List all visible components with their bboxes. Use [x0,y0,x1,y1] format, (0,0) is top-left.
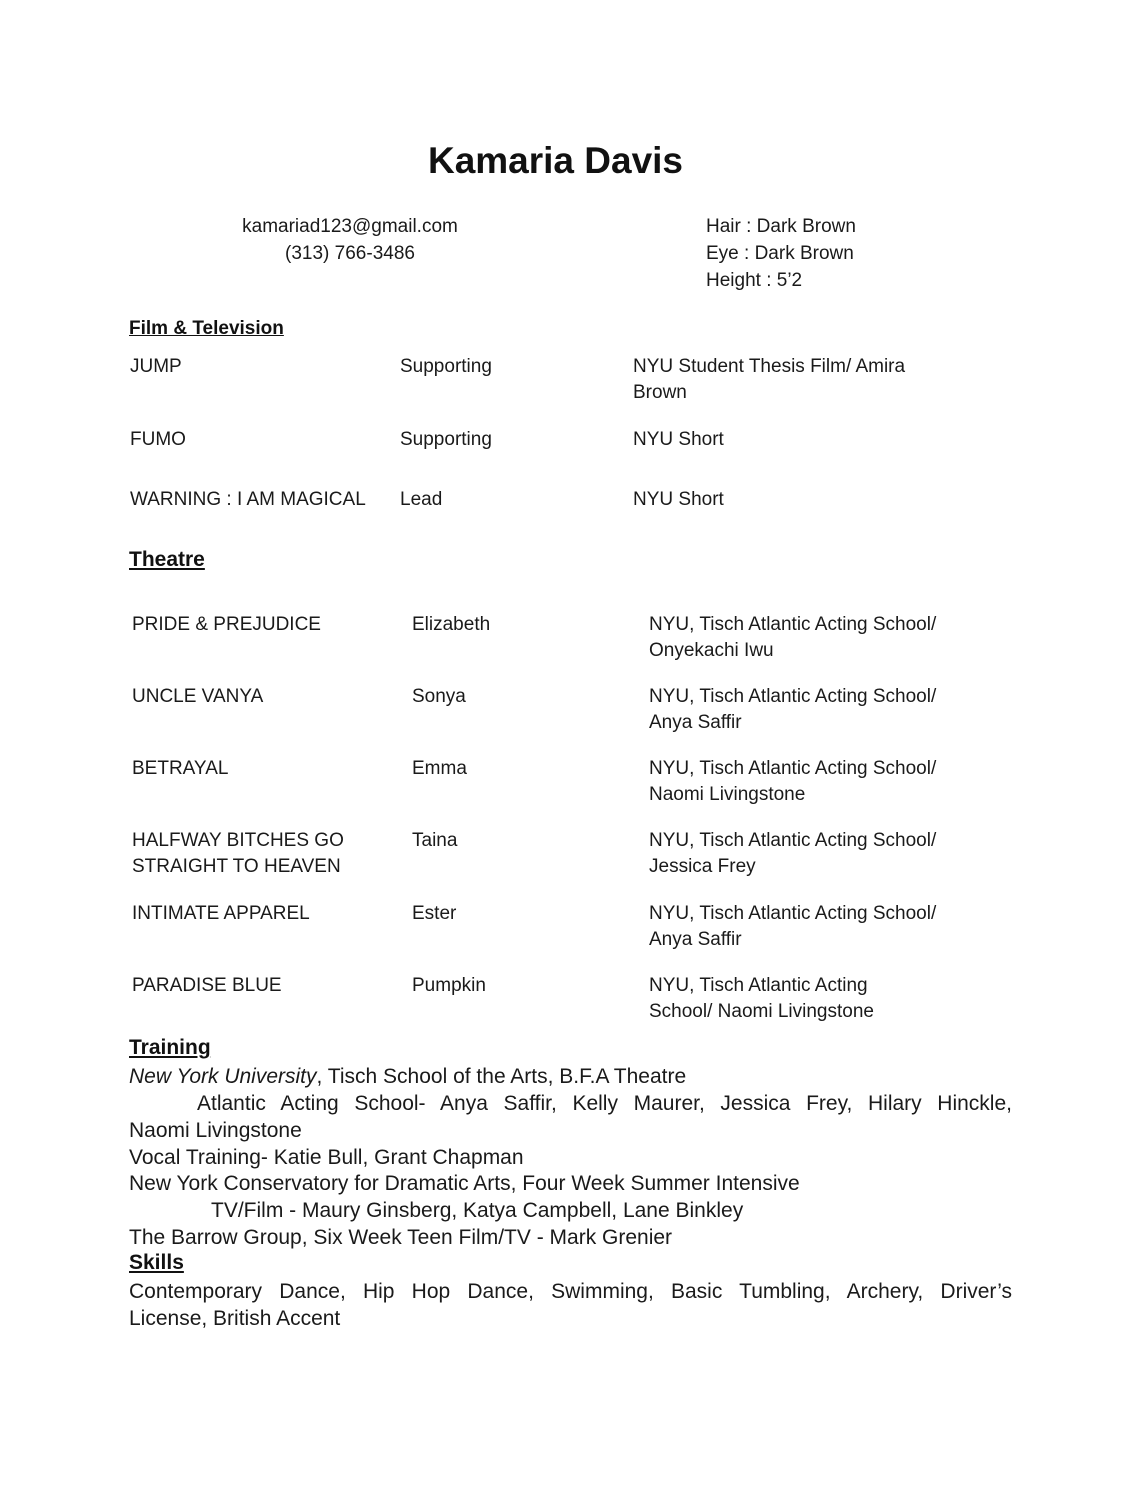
training-nyu-program: , Tisch School of the Arts, B.F.A Theatre [316,1065,687,1088]
email: kamariad123@gmail.com [242,216,458,237]
skills-line2: License, British Accent [129,1307,341,1330]
training-nycda: New York Conservatory for Dramatic Arts, Four Week Summer Intensive [129,1172,800,1195]
eye-stat: Eye : Dark Brown [706,243,854,264]
training-atlantic-line1: Atlantic Acting School- Anya Saffir, Kelly Maurer, Jessica Frey, Hilary Hinckle, [197,1092,1012,1115]
theatre-credit-venue: NYU, Tisch Atlantic Acting School/ Jessica Frey [649,830,937,877]
film-credit-role: Lead [400,489,443,510]
film-credit-venue: NYU Student Thesis Film/ Amira Brown [633,356,906,403]
film-credit-role: Supporting [400,356,492,377]
physical-stats [706,213,856,294]
theatre-credit-role: Pumpkin [412,975,486,996]
film-credit-venue: NYU Short [633,429,724,450]
training-nyu [129,1063,1012,1090]
training-nycda-instructors: TV/Film - Maury Ginsberg, Katya Campbell, Lane Binkley [211,1199,744,1222]
training-barrow: The Barrow Group, Six Week Teen Film/TV - Mark Grenier [129,1226,673,1249]
contact-info [200,213,500,267]
film-credit-role: Supporting [400,429,492,450]
theatre-credit-role: Taina [412,830,458,851]
page-title: Kamaria Davis [427,140,684,181]
theatre-credit-role: Elizabeth [412,614,491,635]
film-section-heading: Film & Television [129,318,284,339]
theatre-credit-title: UNCLE VANYA [132,686,264,707]
theatre-credit-title: PARADISE BLUE [132,975,282,996]
training-vocal: Vocal Training- Katie Bull, Grant Chapman [129,1146,524,1169]
theatre-credit-venue: NYU, Tisch Atlantic Acting School/ Naomi Livingstone [649,758,937,805]
theatre-credit-venue: NYU, Tisch Atlantic Acting School/ Anya Saffir [649,686,937,733]
film-credit-title: WARNING : I AM MAGICAL [130,489,366,510]
hair-stat: Hair : Dark Brown [706,216,856,237]
film-credit-title: FUMO [130,429,186,450]
film-credit-venue: NYU Short [633,489,724,510]
theatre-credit-venue: NYU, Tisch Atlantic Acting School/ Naomi Livingstone [649,975,874,1022]
skills-line1: Contemporary Dance, Hip Hop Dance, Swimming, Basic Tumbling, Archery, Driver’s [129,1280,1012,1303]
theatre-credit-venue: NYU, Tisch Atlantic Acting School/ Anya Saffir [649,903,937,950]
theatre-credit-role: Emma [412,758,467,779]
height-stat: Height : 5’2 [706,270,803,291]
theatre-credit-venue: NYU, Tisch Atlantic Acting School/ Onyekachi Iwu [649,614,937,661]
theatre-credit-title: PRIDE & PREJUDICE [132,614,321,635]
theatre-credit-role: Ester [412,903,457,924]
training-nyu-school: New York University [129,1065,317,1088]
training-section-heading: Training [129,1036,211,1059]
theatre-credit-title: BETRAYAL [132,758,229,779]
theatre-credit-title: INTIMATE APPAREL [132,903,310,924]
phone: (313) 766-3486 [285,243,415,264]
theatre-credit-role: Sonya [412,686,466,707]
training-atlantic-line2: Naomi Livingstone [129,1119,302,1142]
theatre-section-heading: Theatre [129,548,205,571]
film-credit-title: JUMP [130,356,182,377]
skills-section-heading: Skills [129,1251,184,1274]
theatre-credit-title: HALFWAY BITCHES GO STRAIGHT TO HEAVEN [132,830,344,877]
